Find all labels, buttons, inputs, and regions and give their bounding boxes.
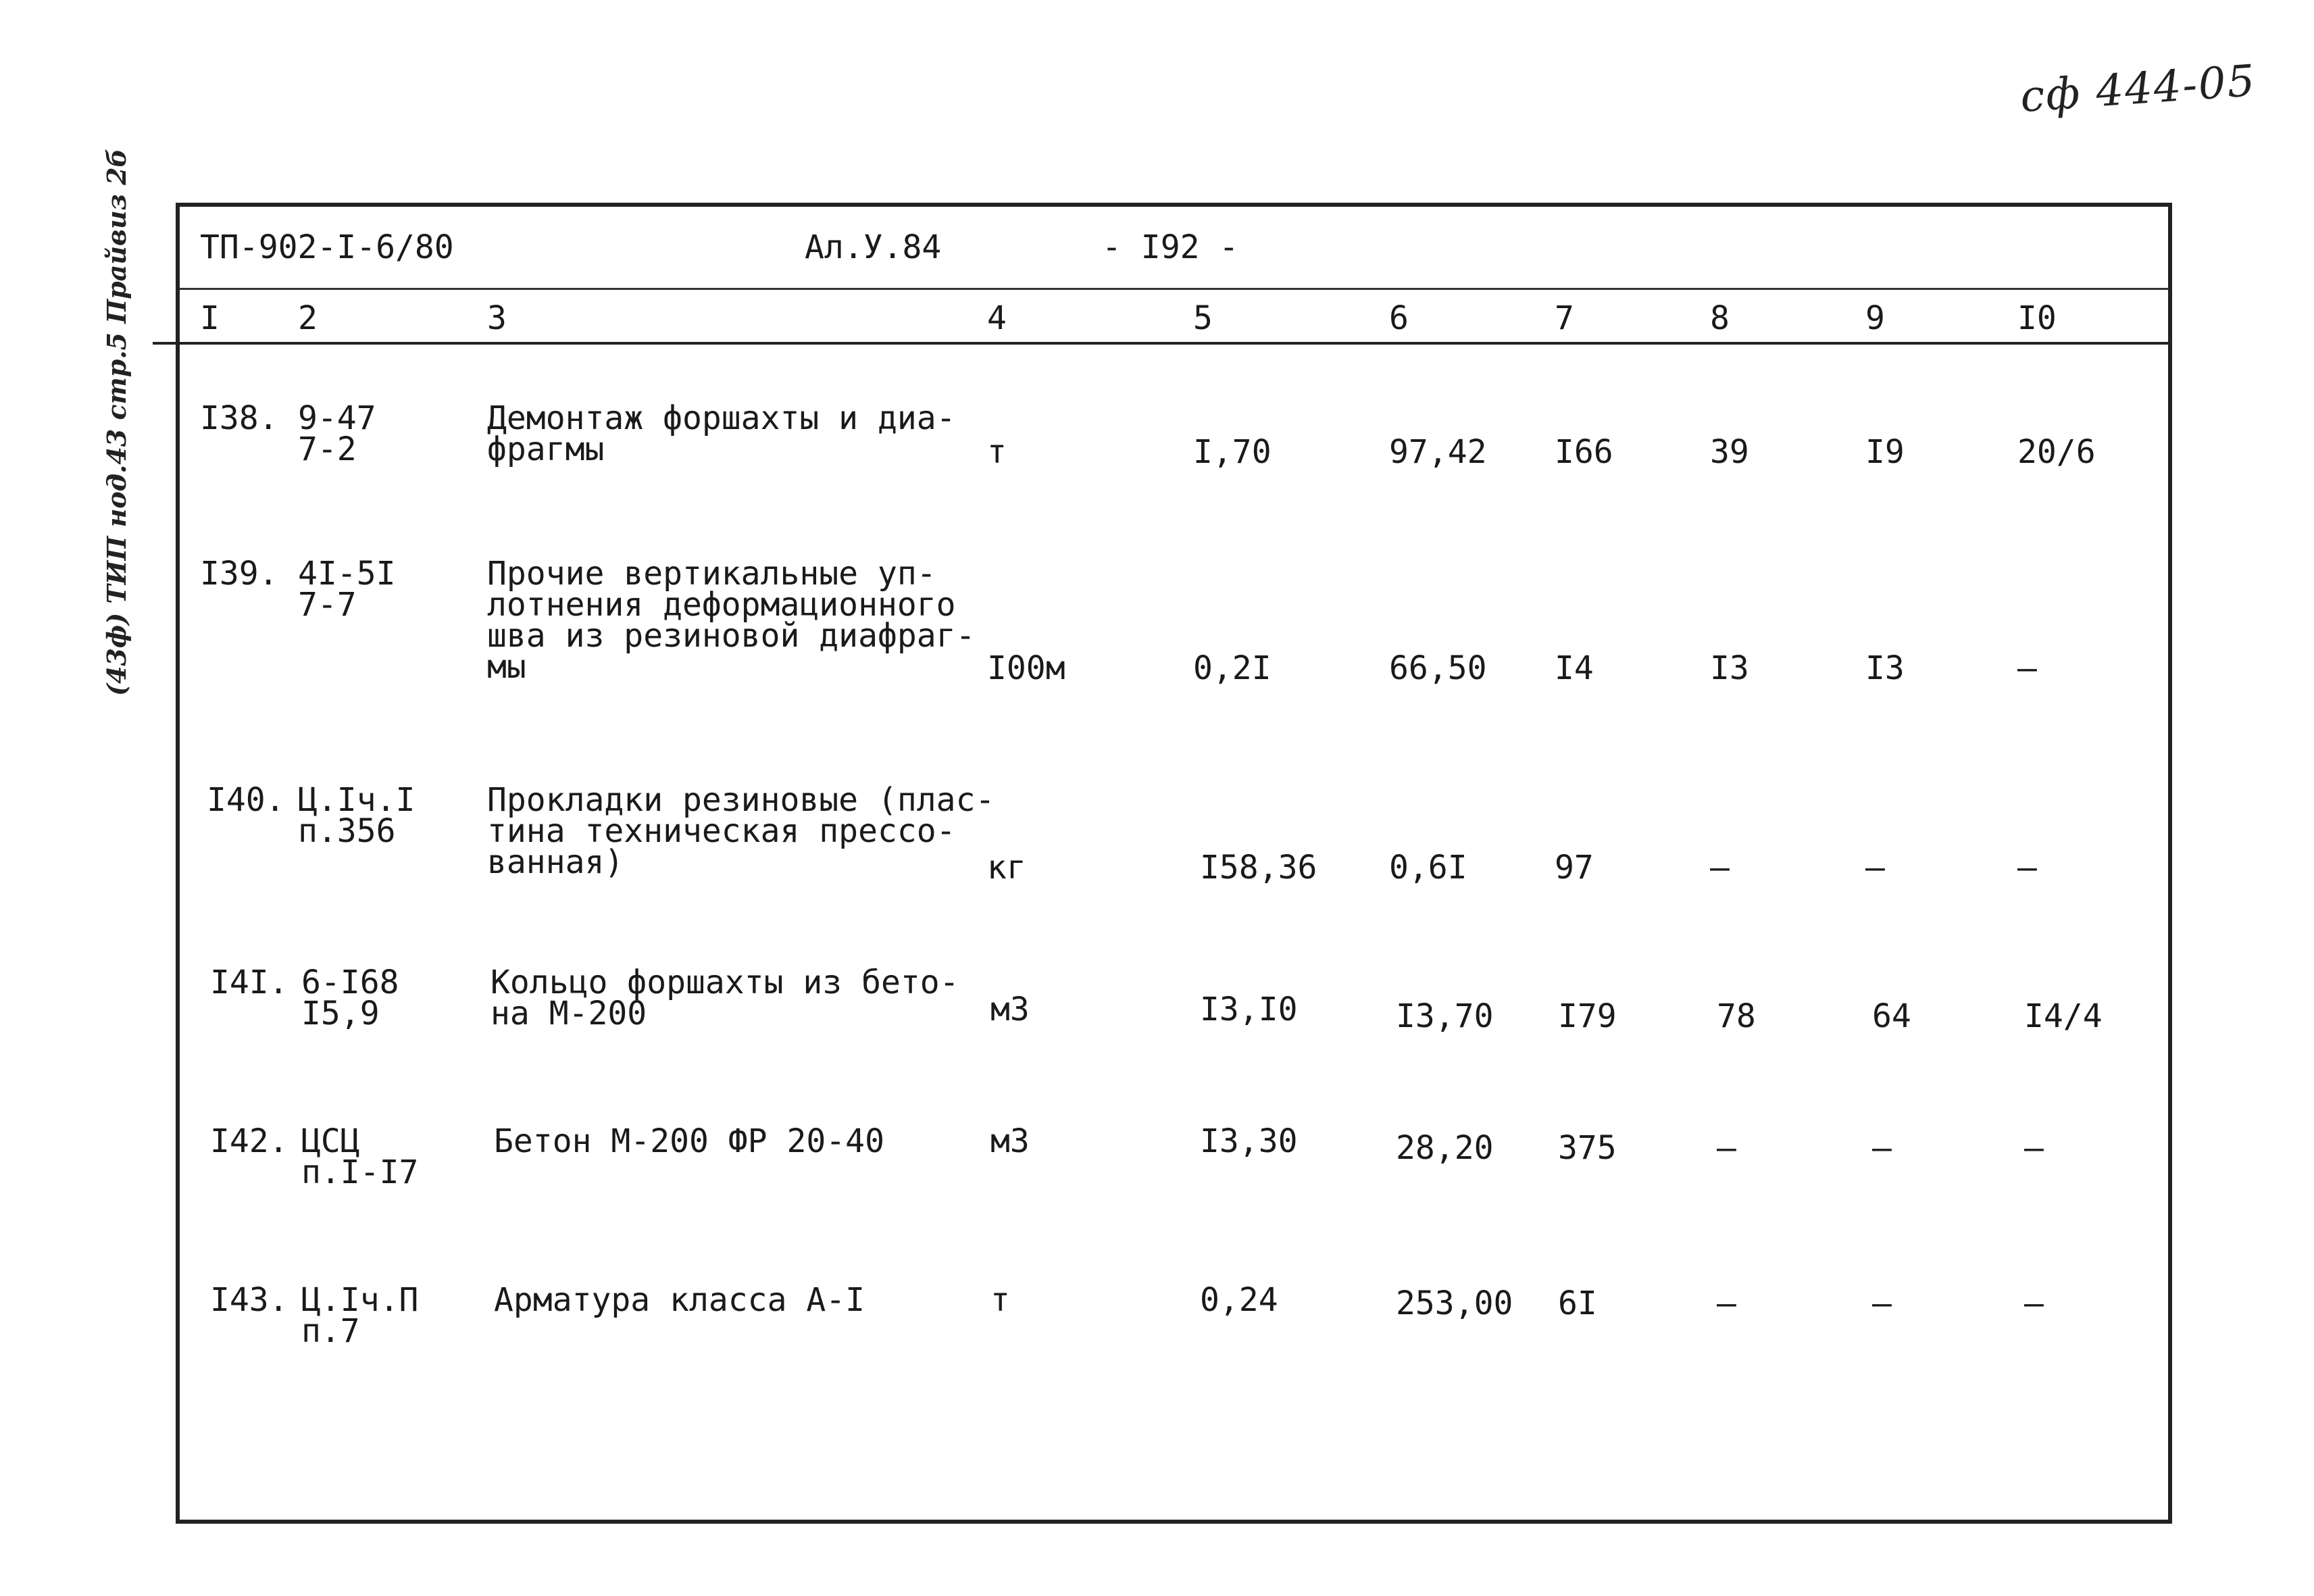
rate-code-line-1: Ц.Iч.П [301,1281,419,1319]
rate-code-line-2: 7-7 [298,586,357,624]
row-number: I39. [200,555,278,593]
column-number-1: I [200,299,220,337]
rate-code-line-2: 7-2 [298,430,357,468]
column-7-value: I4 [1555,649,1594,687]
unit-price: I3,70 [1396,997,1494,1035]
row-number: I4I. [210,964,288,1001]
rate-code-line-1: 6-I68 [301,964,399,1001]
unit-price: 97,42 [1389,433,1487,471]
unit: т [987,433,1007,471]
rate-code-line-1: 4I-5I [298,555,396,593]
sheet-ref: Ал.У.84 [805,228,942,266]
unit-price: 0,6I [1389,849,1467,887]
work-description-line: на М-200 [491,995,647,1032]
column-10-value: – [2017,649,2037,687]
work-description-line: Арматура класса А-I [494,1281,865,1319]
quantity: 0,24 [1200,1281,1278,1319]
column-8-value: 39 [1710,433,1749,471]
unit: т [990,1281,1010,1319]
rate-code-line-2: п.7 [301,1312,360,1350]
column-10-value: – [2017,849,2037,887]
unit-price: 66,50 [1389,649,1487,687]
doc-code: ТП-902-I-6/80 [200,228,454,266]
column-9-value: – [1872,1285,1892,1322]
rate-code-line-1: Ц.Iч.I [298,781,416,819]
quantity: I3,I0 [1200,991,1298,1028]
row-number: I43. [210,1281,288,1319]
work-description-line: Прочие вертикальные уп- [487,555,936,593]
row-number: I40. [207,781,285,819]
column-number-3: 3 [487,299,507,337]
unit-price: 28,20 [1396,1129,1494,1167]
quantity: I58,36 [1200,849,1317,887]
column-10-value: – [2024,1285,2044,1322]
column-9-value: I9 [1865,433,1905,471]
column-7-value: 97 [1555,849,1594,887]
quantity: 0,2I [1193,649,1272,687]
unit-price: 253,00 [1396,1285,1513,1322]
corner-archive-code: сф 444-05 [2018,55,2258,123]
column-10-value: 20/6 [2017,433,2096,471]
column-10-value: – [2024,1129,2044,1167]
work-description-line: Бетон М-200 ФР 20-40 [494,1122,884,1160]
column-8-value: I3 [1710,649,1749,687]
rate-code-line-2: п.356 [298,812,396,850]
column-header-rule [153,342,2168,345]
column-number-5: 5 [1193,299,1213,337]
column-9-value: I3 [1865,649,1905,687]
page-number: - I92 - [1102,228,1239,266]
column-8-value: – [1717,1285,1736,1322]
work-description-line: шва из резиновой диафраг- [487,617,976,655]
work-description-line: Кольцо форшахты из бето- [491,964,959,1001]
column-7-value: I66 [1555,433,1613,471]
work-description-line: тина техническая прессо- [487,812,956,850]
column-8-value: 78 [1717,997,1756,1035]
work-description-line: мы [487,648,526,686]
unit: I00м [987,649,1065,687]
row-number: I42. [210,1122,288,1160]
column-7-value: 6I [1558,1285,1597,1322]
column-number-8: 8 [1710,299,1730,337]
rate-code-line-1: ЦСЦ [301,1122,360,1160]
column-10-value: I4/4 [2024,997,2103,1035]
side-stamp: (43ф) ТИП нод.43 стр.5 Прайвиз 2б [101,149,132,696]
header-rule [180,288,2168,290]
rate-code-line-2: I5,9 [301,995,380,1032]
unit: м3 [990,991,1030,1028]
row-number: I38. [200,399,278,437]
rate-code-line-1: 9-47 [298,399,376,437]
column-8-value: – [1717,1129,1736,1167]
work-description-line: фрагмы [487,430,605,468]
column-9-value: – [1872,1129,1892,1167]
column-9-value: 64 [1872,997,1911,1035]
column-number-2: 2 [298,299,318,337]
unit: м3 [990,1122,1030,1160]
quantity: I3,30 [1200,1122,1298,1160]
column-number-7: 7 [1555,299,1574,337]
document-frame [176,203,2172,1524]
column-number-10: I0 [2017,299,2057,337]
column-8-value: – [1710,849,1730,887]
column-number-6: 6 [1389,299,1409,337]
unit: кг [987,849,1026,887]
work-description-line: лотнения деформационного [487,586,956,624]
work-description-line: ванная) [487,843,624,881]
column-7-value: I79 [1558,997,1617,1035]
column-9-value: – [1865,849,1885,887]
column-number-9: 9 [1865,299,1885,337]
quantity: I,70 [1193,433,1272,471]
work-description-line: Демонтаж форшахты и диа- [487,399,956,437]
column-number-4: 4 [987,299,1007,337]
column-7-value: 375 [1558,1129,1617,1167]
rate-code-line-2: п.I-I7 [301,1153,419,1191]
work-description-line: Прокладки резиновые (плас- [487,781,995,819]
